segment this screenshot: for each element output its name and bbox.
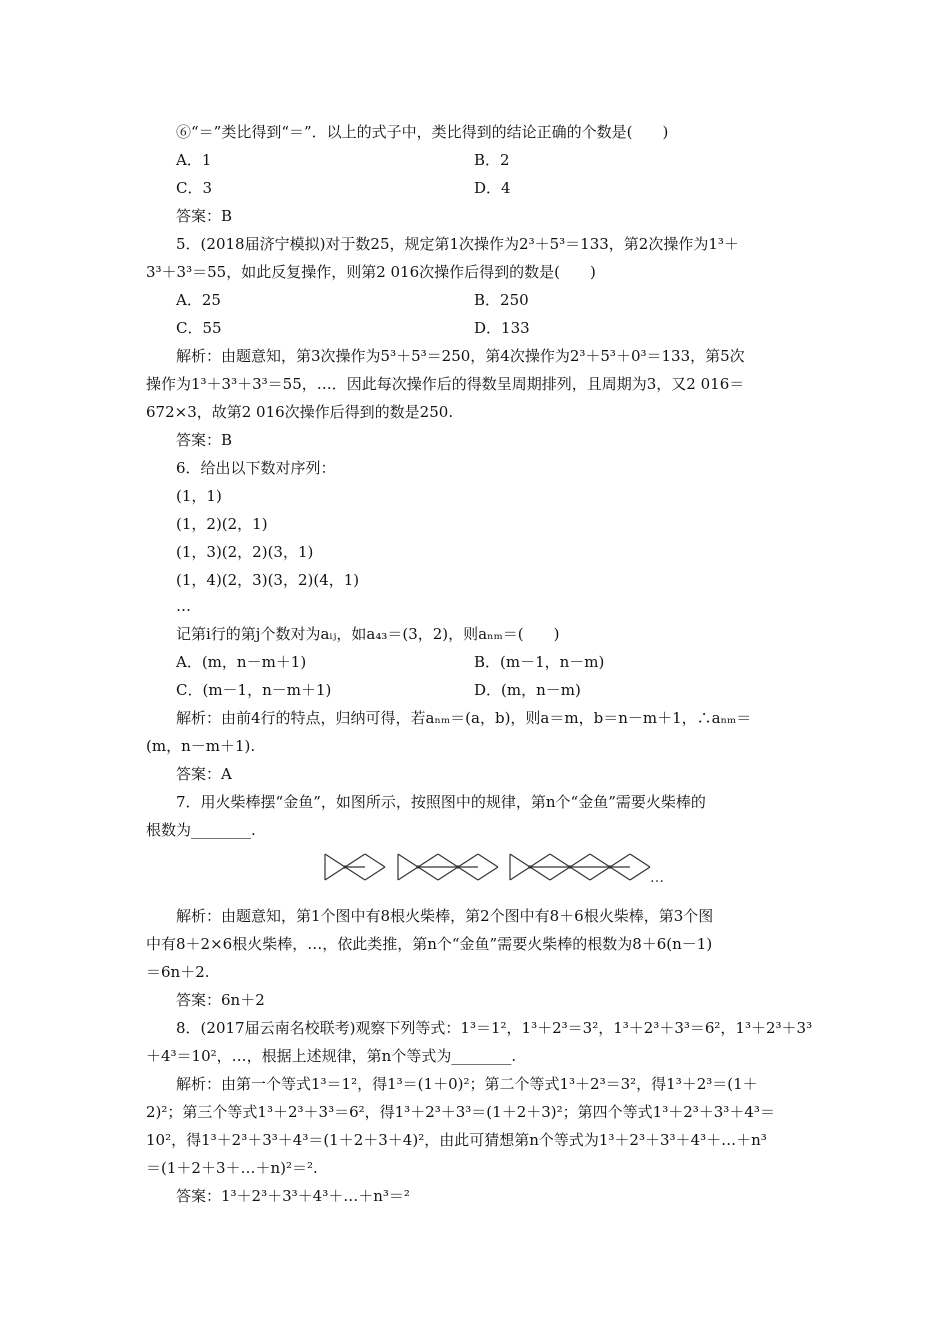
q5-solution-line3: 672×3，故第2 016次操作后得到的数是250. — [146, 403, 454, 421]
q4-option-c: C．3 — [176, 179, 213, 197]
fish-2 — [398, 854, 498, 880]
q6-row-4: (1，4)(2，3)(3，2)(4，1) — [176, 571, 360, 589]
q8-solution-line2: 2)²；第三个等式1³＋2³＋3³＝6²，得1³＋2³＋3³＝(1＋2＋3)²；第四个等式1³＋2³＋3³＋4³＝ — [146, 1103, 775, 1121]
q5-answer: 答案：B — [176, 431, 233, 449]
q6-row-1: (1，1) — [176, 487, 222, 505]
q4-option-b: B．2 — [474, 151, 510, 169]
q4-option-a: A．1 — [176, 151, 212, 169]
q7-stem-line2: 根数为________. — [146, 821, 256, 839]
q7-solution-line2: 中有8＋2×6根火柴棒，…，依此类推，第n个“金鱼”需要火柴棒的根数为8＋6(n－1) — [146, 935, 713, 953]
q6-solution-line2: (m，n－m＋1). — [146, 737, 256, 755]
fish-1 — [325, 854, 385, 880]
q6-stem: 6．给出以下数对序列： — [176, 459, 336, 477]
q6-row-ellipsis: … — [176, 597, 191, 615]
q7-answer: 答案：6n＋2 — [176, 991, 265, 1009]
q5-option-d: D．133 — [474, 319, 530, 337]
q6-option-d: D．(m，n－m) — [474, 681, 581, 699]
goldfish-matchstick-figure — [320, 846, 670, 896]
q5-solution-line2: 操作为1³＋3³＋3³＝55，…．因此每次操作后的得数呈周期排列，且周期为3，又2 016＝ — [146, 375, 745, 393]
q5-stem-line1: 5．(2018届济宁模拟)对于数25，规定第1次操作为2³＋5³＝133，第2次操作为1³＋ — [176, 235, 739, 253]
q5-stem-line2: 3³＋3³＝55，如此反复操作，则第2 016次操作后得到的数是( ) — [146, 263, 596, 281]
q5-option-b: B．250 — [474, 291, 529, 309]
q8-solution-line4: ＝(1＋2＋3＋…＋n)²＝². — [146, 1159, 318, 1177]
q7-stem-line1: 7．用火柴棒摆“金鱼”，如图所示，按照图中的规律，第n个“金鱼”需要火柴棒的 — [176, 793, 706, 811]
q7-solution-line1: 解析：由题意知，第1个图中有8根火柴棒，第2个图中有8＋6根火柴棒，第3个图 — [176, 907, 714, 925]
q5-solution-line1: 解析：由题意知，第3次操作为5³＋5³＝250，第4次操作为2³＋5³＋0³＝133，第5次 — [176, 347, 745, 365]
q8-solution-line3: 10²，得1³＋2³＋3³＋4³＝(1＋2＋3＋4)²，由此可猜想第n个等式为1³＋2³＋3³＋4³＋…＋n³ — [146, 1131, 767, 1149]
q5-option-c: C．55 — [176, 319, 222, 337]
figure-ellipsis: … — [650, 870, 664, 886]
q8-stem-line1: 8．(2017届云南名校联考)观察下列等式：1³＝1²，1³＋2³＝3²，1³＋2³＋3³＝6²，1³＋2³＋3³ — [176, 1019, 813, 1037]
q4-statement-6: ⑥“＝”类比得到“＝”．以上的式子中，类比得到的结论正确的个数是( ) — [176, 123, 669, 141]
q4-answer: 答案：B — [176, 207, 233, 225]
q4-option-d: D．4 — [474, 179, 511, 197]
q8-solution-line1: 解析：由第一个等式1³＝1²，得1³＝(1＋0)²；第二个等式1³＋2³＝3²，得1³＋2³＝(1＋ — [176, 1075, 758, 1093]
q6-option-c: C．(m－1，n－m＋1) — [176, 681, 332, 699]
q8-stem-line2: ＋4³＝10²，…，根据上述规律，第n个等式为________. — [146, 1047, 517, 1065]
q6-option-b: B．(m－1，n－m) — [474, 653, 605, 671]
q6-answer: 答案：A — [176, 765, 232, 783]
q6-option-a: A．(m，n－m＋1) — [176, 653, 307, 671]
q6-row-3: (1，3)(2，2)(3，1) — [176, 543, 314, 561]
q5-option-a: A．25 — [176, 291, 221, 309]
q7-solution-line3: ＝6n＋2. — [146, 963, 210, 981]
q6-record: 记第i行的第j个数对为aᵢⱼ，如a₄₃＝(3，2)，则aₙₘ＝( ) — [176, 625, 560, 643]
q8-answer: 答案：1³＋2³＋3³＋4³＋…＋n³＝² — [176, 1187, 410, 1205]
q6-solution-line1: 解析：由前4行的特点，归纳可得，若aₙₘ＝(a，b)，则a＝m，b＝n－m＋1，∴aₙₘ＝ — [176, 709, 752, 727]
q6-row-2: (1，2)(2，1) — [176, 515, 268, 533]
